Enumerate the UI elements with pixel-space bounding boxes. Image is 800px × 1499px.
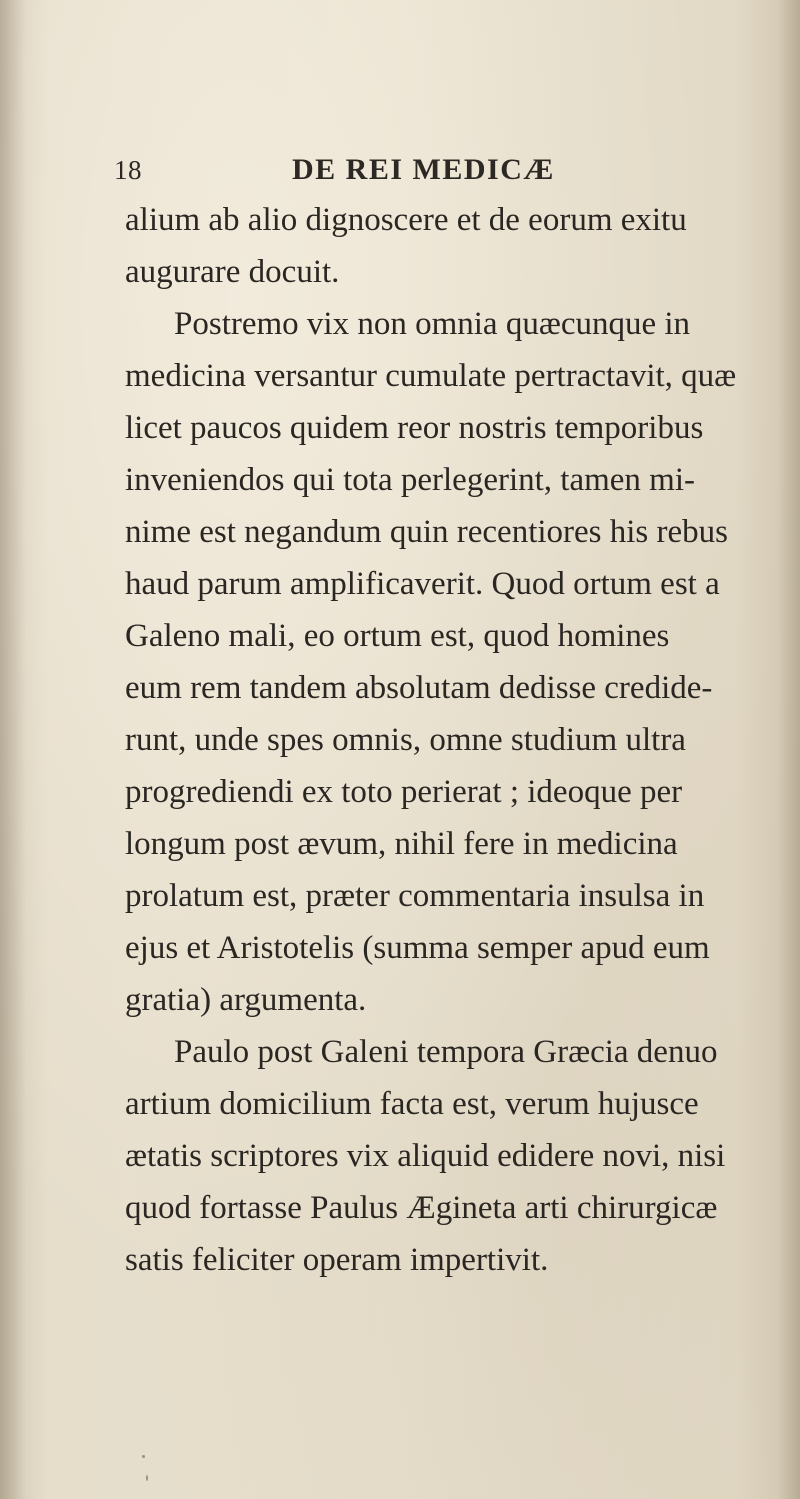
paper-speck	[142, 1455, 145, 1458]
text-line: alium ab alio dignoscere et de eorum exitu	[125, 202, 687, 238]
text-line: augurare docuit.	[125, 254, 340, 290]
text-line: haud parum amplificaverit. Quod ortum est a	[125, 566, 720, 602]
text-line: prolatum est, præter commentaria insulsa in	[125, 878, 705, 914]
text-line: medicina versantur cumulate pertractavit, quæ	[125, 358, 737, 394]
page-edge-shadow	[778, 0, 800, 1499]
running-title: DE REI MEDICÆ	[292, 153, 555, 186]
text-line: Galeno mali, eo ortum est, quod homines	[125, 618, 670, 654]
page-number: 18	[114, 155, 142, 185]
text-line: eum rem tandem absolutam dedisse credide-	[125, 670, 713, 706]
text-line: inveniendos qui tota perlegerint, tamen mi-	[125, 462, 696, 498]
text-line: licet paucos quidem reor nostris temporibus	[125, 410, 704, 446]
spine-shadow	[0, 0, 26, 1499]
text-line: satis feliciter operam impertivit.	[125, 1242, 549, 1278]
paper-speck	[146, 1475, 148, 1481]
text-line: gratia) argumenta.	[125, 982, 367, 1018]
text-line: quod fortasse Paulus Ægineta arti chirurgicæ	[125, 1190, 718, 1226]
text-line: Paulo post Galeni tempora Græcia denuo	[174, 1034, 718, 1070]
text-line: longum post ævum, nihil fere in medicina	[125, 826, 678, 862]
text-line: runt, unde spes omnis, omne studium ultra	[125, 722, 686, 758]
text-line: ejus et Aristotelis (summa semper apud eum	[125, 930, 710, 966]
text-line: nime est negandum quin recentiores his rebus	[125, 514, 729, 550]
text-line: progrediendi ex toto perierat ; ideoque per	[125, 774, 683, 810]
text-line: ætatis scriptores vix aliquid edidere novi, nisi	[125, 1138, 726, 1174]
text-line: artium domicilium facta est, verum hujusce	[125, 1086, 699, 1122]
text-line: Postremo vix non omnia quæcunque in	[174, 306, 691, 342]
